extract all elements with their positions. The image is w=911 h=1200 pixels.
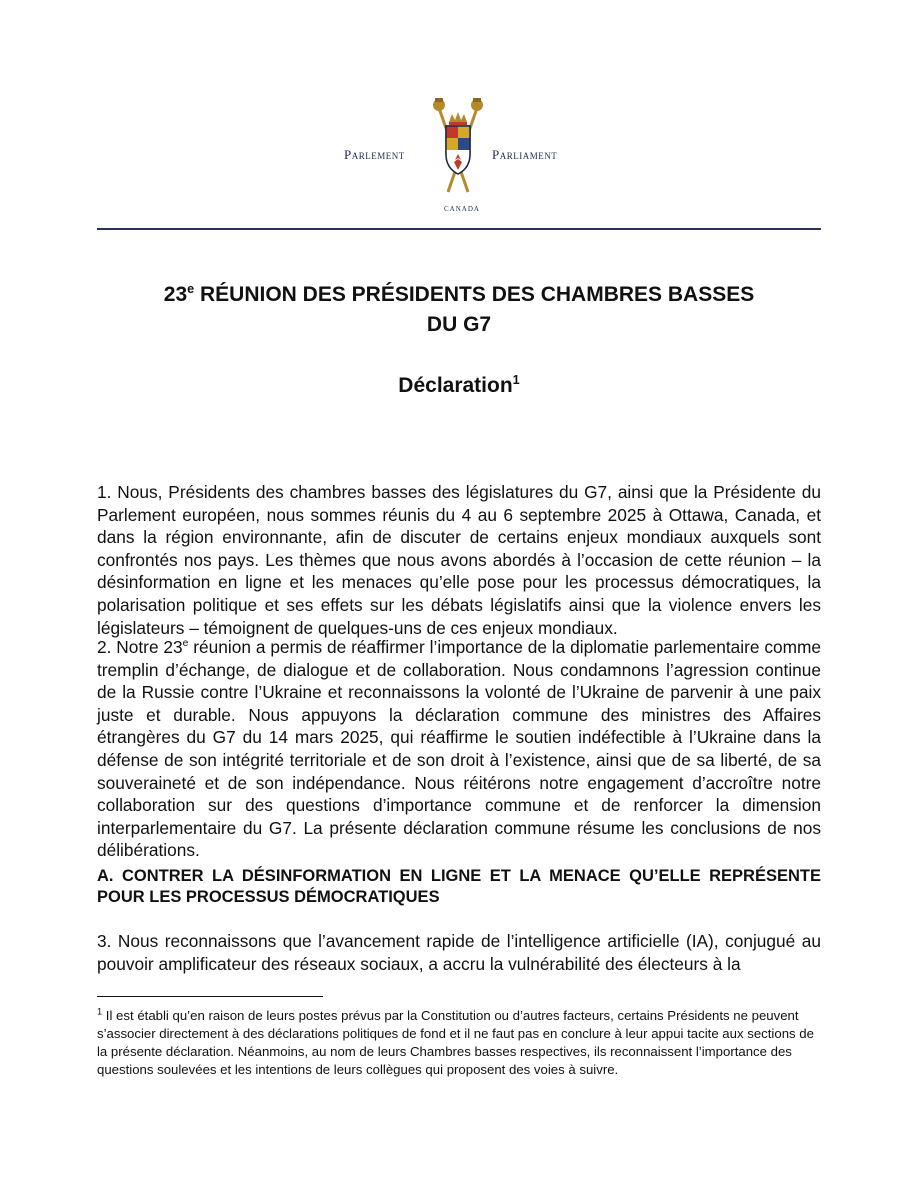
paragraph-1: 1. Nous, Présidents des chambres basses des législatures du G7, ainsi que la Présidente du Parlement européen, nous sommes réunis du 4 au 6 septembre 2025 à Ottawa, Canada, et dans la région environnante, afin de discuter de certains enjeux mondiaux auxquels sont confrontés nos pays. Les thèmes que nous avons abordés à l’occasion de cette réunion – la désinformation en ligne et les menaces qu’elle pose pour les processus démocratiques, la polarisation politique et ses effets sur les débats législatifs ainsi que la violence envers les législateurs – témoignent de quelques-uns de ces enjeux mondiaux. [97, 482, 821, 638]
logo-canada-text: CANADA [444, 205, 480, 213]
section-a-heading: A. CONTRER LA DÉSINFORMATION EN LIGNE ET LA MENACE QU’ELLE REPRÉSENTE POUR LES PROCESSUS DÉMOCRATIQUES [97, 867, 821, 906]
declaration-label: Déclaration [398, 374, 513, 397]
footnote-divider [97, 996, 323, 997]
document-title [97, 280, 821, 340]
paragraph-2-start: 2. Notre 23 [97, 637, 183, 657]
paragraph-2-body: réunion a permis de réaffirmer l’importance de la diplomatie parlementaire comme tremplin d’échange, de dialogue et de collaboration. Nous condamnons l’agression continue de la Russie contre l’Ukraine et reconnaissons la volonté de l’Ukraine de parvenir à une paix juste et durable. Nous appuyons la déclaration commune des ministres des Affaires étrangères du G7 du 14 mars 2025, qui réaffirme le soutien indéfectible à l’Ukraine dans la défense de son intégrité territoriale et de son droit à l’existence, ainsi que de sa liberté, de sa souveraineté et de son indépendance. Nous réitérons notre engagement d’accroître notre collaboration sur des questions d’importance commune et de renforcer la dimension interparlementaire du G7. La présente déclaration commune résume les conclusions de nos délibérations. [97, 637, 821, 861]
title-line1: RÉUNION DES PRÉSIDENTS DES CHAMBRES BASSES [194, 283, 755, 306]
paragraph-3: 3. Nous reconnaissons que l’avancement rapide de l’intelligence artificielle (IA), conjugué au pouvoir amplificateur des réseaux sociaux, a accru la vulnérabilité des électeurs à la [97, 931, 821, 974]
title-number: 23 [163, 283, 188, 306]
title-ordinal: e [187, 282, 195, 296]
paragraph-2-ordinal: e [182, 638, 189, 650]
footnote [97, 1007, 821, 1079]
logo-parliament-text: Parliament [492, 147, 558, 162]
footnote-marker: 1 [97, 1006, 103, 1017]
declaration-heading [97, 374, 821, 398]
crest-icon [430, 96, 486, 196]
header-divider [97, 228, 821, 230]
footnote-reference: 1 [512, 373, 520, 387]
parliament-logo [342, 92, 582, 222]
title-line2: DU G7 [426, 313, 492, 336]
logo-parlement-text: Parlement [344, 147, 405, 162]
footnote-text: Il est établi qu’en raison de leurs postes prévus par la Constitution ou d’autres facteurs, certains Présidents ne peuvent s’associer directement à des déclarations politiques de fond et il ne faut pas en conclure à leur appui tacite aux sections de la présente déclaration. Néanmoins, au nom de leurs Chambres basses respectives, ils reconnaissent l’importance des questions soulevées et les intentions de leurs collègues qui proposent des voies à suivre. [97, 1008, 814, 1077]
paragraph-2 [97, 636, 821, 862]
